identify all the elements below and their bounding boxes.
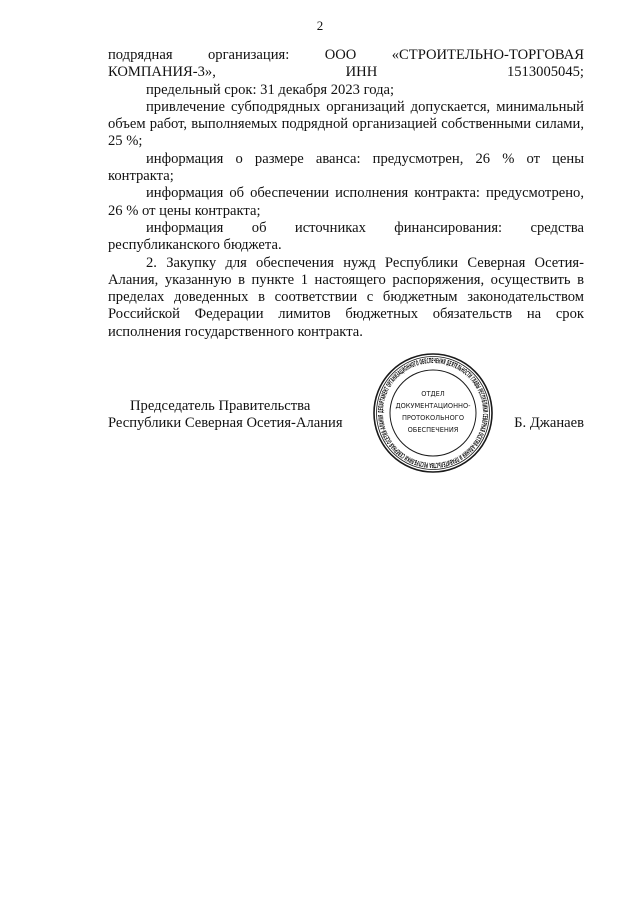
official-stamp bbox=[372, 352, 494, 474]
page-number: 2 bbox=[316, 18, 324, 33]
document-body bbox=[108, 47, 584, 341]
paragraph-item-2: 2. Закупку для обеспечения нужд Республики Северная Осетия-Алания, указанную в пункте 1 настоящего распоряжения, осуществить в пределах доведенных в соответствии с бюджетным законодательством Российской Федерации лимитов бюджетных обязательств на срок исполнения государственного контракта. bbox=[108, 254, 584, 340]
stamp-center-line-2: ДОКУМЕНТАЦИОННО- bbox=[395, 402, 471, 410]
paragraph-funding: информация об источниках финансирования: средства республиканского бюджета. bbox=[108, 219, 584, 254]
paragraph-contractor: подрядная организация: ООО «СТРОИТЕЛЬНО-ТОРГОВАЯ КОМПАНИЯ-3», ИНН 1513005045; bbox=[108, 47, 584, 81]
stamp-ring-text: ДЕПАРТАМЕНТ ОРГАНИЗАЦИОННОГО ОБЕСПЕЧЕНИЯ ДЕЯТЕЛЬНОСТИ ГЛАВЫ РЕСПУБЛИКИ СЕВЕРНАЯ ОСЕТИЯ-АЛАНИЯ И ПРАВИТЕЛЬСТВА РЕСПУБЛИКИ СЕВЕРНАЯ ОСЕТИЯ-АЛАНИЯ bbox=[376, 356, 490, 470]
stamp-center-line-1: ОТДЕЛ bbox=[421, 390, 445, 398]
signer-title-line2: Республики Северная Осетия-Алания bbox=[108, 415, 343, 432]
paragraph-deadline: предельный срок: 31 декабря 2023 года; bbox=[146, 81, 395, 98]
paragraph-subcontractors: привлечение субподрядных организаций допускается, минимальный объем работ, выполняемых подрядной организацией собственными силами, 25 %; bbox=[108, 98, 584, 150]
stamp-center-line-3: ПРОТОКОЛЬНОГО bbox=[401, 414, 465, 422]
signer-title bbox=[108, 398, 343, 433]
paragraph-security: информация об обеспечении исполнения контракта: предусмотрено, 26 % от цены контракта; bbox=[108, 185, 584, 219]
signer-title-line1: Председатель Правительства bbox=[130, 398, 311, 414]
paragraph-advance: информация о размере аванса: предусмотрен, 26 % от цены контракта; bbox=[108, 150, 584, 185]
stamp-center-line-4: ОБЕСПЕЧЕНИЯ bbox=[407, 426, 459, 434]
signer-name: Б. Джанаев bbox=[514, 415, 584, 431]
